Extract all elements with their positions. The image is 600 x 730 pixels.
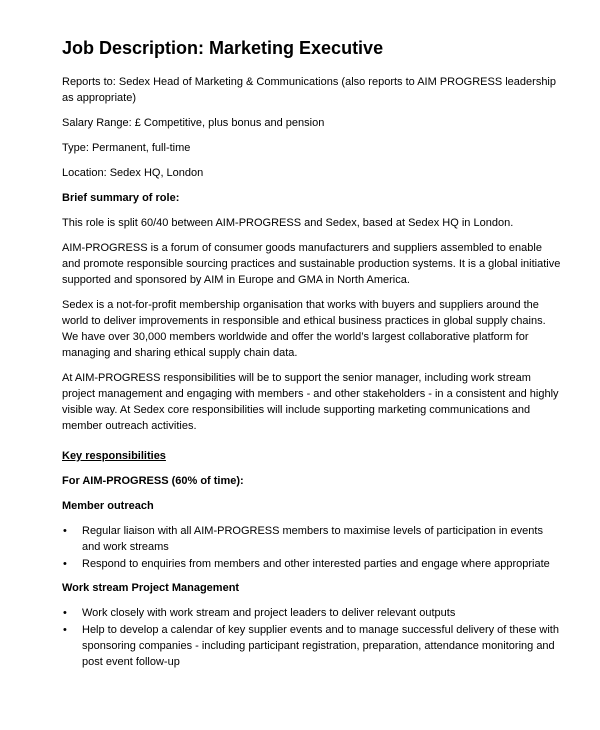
summary-paragraph: Sedex is a not-for-profit membership organisation that works with buyers and suppliers around the world to deliver improvements in responsible and ethical business practices in global supply chains. We have over 30,000 members worldwide and offer the world’s largest collaborative platform for managing and sharing ethical supply chain data.	[62, 299, 546, 359]
list-item-text: Regular liaison with all AIM-PROGRESS members to maximise levels of participation in events and work streams	[82, 525, 543, 553]
summary-paragraph: AIM-PROGRESS is a forum of consumer goods manufacturers and suppliers assembled to enable and promote responsible sourcing practices and sustainable production systems. It is a global initiative supported and sponsored by AIM in Europe and GMA in North America.	[62, 242, 561, 286]
responsibilities-heading: Key responsibilities	[62, 450, 166, 462]
job-type: Type: Permanent, full-time	[62, 142, 191, 154]
project-management-heading: Work stream Project Management	[62, 582, 240, 594]
member-outreach-heading: Member outreach	[62, 500, 154, 512]
bullet-icon: •	[63, 525, 67, 537]
list-item	[62, 622, 562, 670]
list-item-text: Help to develop a calendar of key supplier events and to manage successful delivery of these with sponsoring companies - including participant registration, preparation, attendance monitoring and post event follow-up	[82, 624, 559, 668]
list-item	[62, 556, 562, 572]
list-item-text: Respond to enquiries from members and other interested parties and engage where appropriate	[82, 558, 550, 570]
project-management-list	[62, 605, 562, 670]
summary-paragraph: At AIM-PROGRESS responsibilities will be to support the senior manager, including work stream project management and engaging with members - and other stakeholders - in a consistent and highly visible way. At Sedex core responsibilities will include supporting marketing communications and member outreach activities.	[62, 372, 559, 432]
salary-range: Salary Range: £ Competitive, plus bonus and pension	[62, 117, 325, 129]
location: Location: Sedex HQ, London	[62, 167, 204, 179]
reports-to: Reports to: Sedex Head of Marketing & Communications (also reports to AIM PROGRESS leadership as appropriate)	[62, 76, 556, 104]
summary-heading: Brief summary of role:	[62, 192, 180, 204]
bullet-icon: •	[63, 607, 67, 619]
list-item	[62, 523, 562, 555]
bullet-icon: •	[63, 558, 67, 570]
list-item	[62, 605, 562, 621]
list-item-text: Work closely with work stream and project leaders to deliver relevant outputs	[82, 607, 456, 619]
summary-paragraph: This role is split 60/40 between AIM-PROGRESS and Sedex, based at Sedex HQ in London.	[62, 217, 514, 229]
member-outreach-list	[62, 523, 562, 572]
document-title: Job Description: Marketing Executive	[62, 38, 384, 58]
aim-progress-heading: For AIM-PROGRESS (60% of time):	[62, 475, 244, 487]
document-body	[62, 36, 562, 678]
bullet-icon: •	[63, 624, 67, 636]
